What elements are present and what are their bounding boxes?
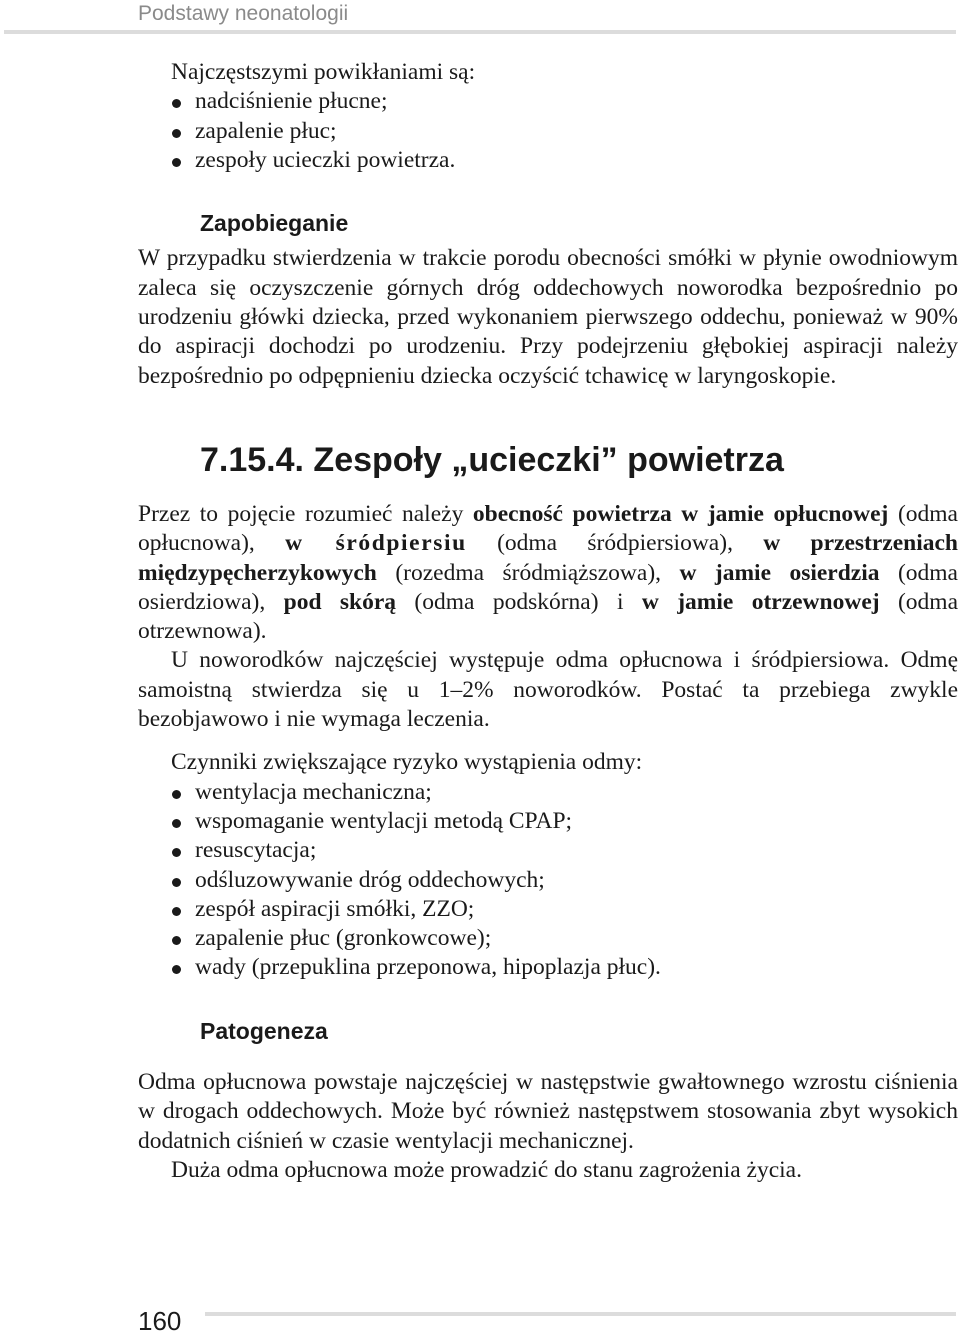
definition-text: (odma opłucnowa), [138, 500, 958, 557]
definition-term: w jamie osierdzia [679, 559, 880, 586]
prevention-heading: Zapobieganie [200, 210, 349, 237]
list-item: odśluzowywanie dróg oddechowych; [171, 866, 958, 895]
pathogenesis-note: Duża odma opłucnowa może prowadzić do stanu zagrożenia życia. [171, 1156, 802, 1183]
list-item: wspomaganie wentylacji metodą CPAP; [171, 807, 958, 836]
complications-intro: Najczęstszymi powikłaniami są: [171, 59, 476, 85]
definition-text: (odma śródpiersiowa), [466, 530, 764, 557]
definition-text: Przez to pojęcie rozumieć należy [138, 500, 473, 527]
frequency-paragraph: U noworodków najczęściej występuje odma opłucnowa i śródpiersiowa. Odmę samoistną stwierdza się u 1–2% noworodków. Postać ta przebiega zwykle bezobjawowo i nie wymaga leczenia. [138, 647, 958, 733]
list-item: resuscytacja; [171, 836, 958, 865]
list-item: zapalenie płuc; [171, 117, 958, 146]
list-item: zespół aspiracji smółki, ZZO; [171, 895, 958, 924]
definition-text: (odma podskórna) i [396, 588, 642, 615]
section-heading: 7.15.4. Zespoły „ucieczki” powietrza [200, 440, 784, 479]
prevention-paragraph: W przypadku stwierdzenia w trakcie porodu obecności smółki w płynie owodniowym zaleca się oczyszczenie górnych dróg oddechowych noworodka bezpośrednio po urodzeniu główki dziecka, przed wykonaniem pierwszego oddechu, ponieważ w 90% do aspiracji dochodzi po urodzeniu. Przy podejrzeniu głębokiej aspiracji należy bezpośrednio po odpępnieniu dziecka oczyścić tchawicę w laryngoskopie. [138, 245, 958, 389]
risk-factors-list [138, 778, 958, 983]
definition-paragraph [138, 500, 958, 646]
definition-term: pod skórą [283, 588, 397, 615]
list-item: wentylacja mechaniczna; [171, 778, 958, 807]
definition-text: (odma otrzewnowa). [138, 588, 959, 645]
definition-term: w jamie otrzewnowej [641, 588, 880, 615]
header-rule [4, 30, 956, 34]
page-number: 160 [138, 1306, 182, 1336]
page-content [138, 58, 958, 1185]
complications-list [138, 87, 958, 175]
pathogenesis-heading: Patogeneza [200, 1017, 328, 1044]
definition-text: (odma osierdziowa), [138, 559, 958, 615]
list-item: zespoły ucieczki powietrza. [171, 146, 958, 175]
definition-term: obecność powietrza w jamie opłucnowej [472, 500, 889, 527]
list-item: zapalenie płuc (gronkowcowe); [171, 924, 958, 953]
definition-term: w przestrzeniach międzypęcherzykowych [138, 530, 958, 586]
definition-term: w śródpiersiu [285, 530, 467, 557]
definition-text: (rozedma śródmiąższowa), [376, 559, 680, 586]
pathogenesis-paragraph: Odma opłucnowa powstaje najczęściej w następstwie gwałtownego wzrostu ciśnienia w drogach oddechowych. Może być również następstwem stosowania zbyt wysokich dodatnich ciśnień w czasie wentylacji mechanicznej. [138, 1069, 958, 1154]
risk-factors-intro: Czynniki zwiększające ryzyko wystąpienia odmy: [171, 749, 643, 776]
footer-rule [205, 1312, 956, 1316]
running-head: Podstawy neonatologii [138, 2, 349, 25]
list-item: wady (przepuklina przeponowa, hipoplazja płuc). [171, 953, 958, 982]
list-item: nadciśnienie płucne; [171, 87, 958, 116]
